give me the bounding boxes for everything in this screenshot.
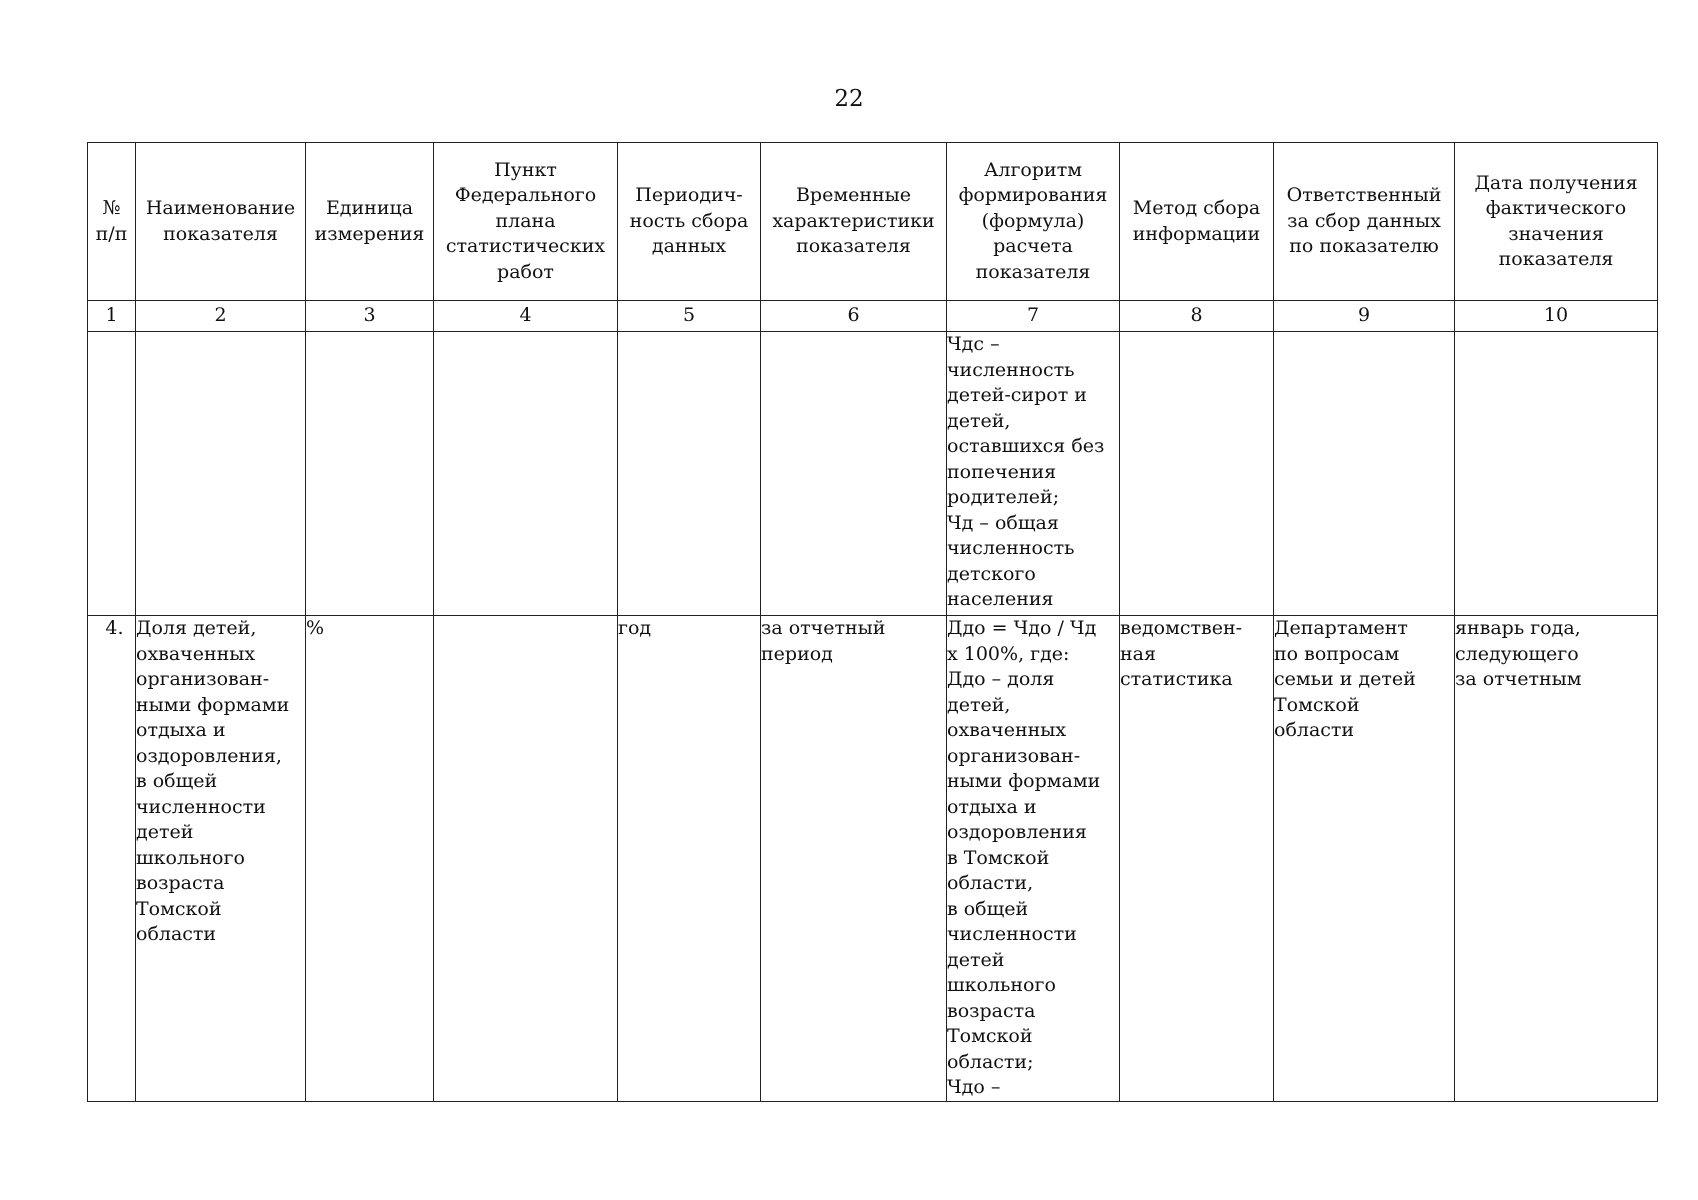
cell-text-line: за сбор данных xyxy=(1287,209,1441,232)
cell-text-line: охваченных xyxy=(136,642,256,665)
cell-text-line: п/п xyxy=(95,222,128,245)
cell-text-line: ными формами xyxy=(947,770,1101,792)
column-number: 4 xyxy=(434,301,618,332)
cell-text-line: населения xyxy=(947,588,1054,610)
cell-text-line: № xyxy=(102,197,121,219)
column-number: 7 xyxy=(947,301,1120,332)
cell-text-line: попечения xyxy=(947,460,1057,483)
column-number: 2 xyxy=(136,301,306,332)
cell-text-line: Чдс – xyxy=(947,333,1000,355)
table-cell xyxy=(306,332,434,616)
cell-text-line: фактического xyxy=(1485,197,1627,219)
cell-text-line: детей, xyxy=(947,693,1011,716)
column-number: 8 xyxy=(1120,301,1274,332)
cell-text-line: Наименование xyxy=(145,197,296,219)
cell-text-line: Томской xyxy=(136,897,222,920)
cell-text-line: Ответственный xyxy=(1286,184,1442,207)
header-cell xyxy=(88,143,136,301)
cell-text-line: значения xyxy=(1508,222,1604,245)
cell-text-line: организован- xyxy=(136,668,270,690)
cell-text-line: х 100%, где: xyxy=(947,642,1070,665)
cell-text-line: области xyxy=(1274,719,1355,741)
table-row-continuation xyxy=(88,332,1658,616)
cell-text-line: ными формами xyxy=(136,693,290,716)
date-cell xyxy=(1455,616,1658,1102)
cell-text-line: период xyxy=(761,642,833,665)
responsible-cell xyxy=(1274,616,1455,1102)
cell-text-line: Ддо – доля xyxy=(947,668,1055,690)
cell-text-line: численности xyxy=(947,923,1077,945)
cell-text-line: статистических xyxy=(445,235,606,258)
cell-text-line: Временные xyxy=(795,184,912,207)
row-number-cell xyxy=(88,616,136,1102)
cell-text-line: численность xyxy=(947,358,1075,381)
column-number: 6 xyxy=(761,301,947,332)
time-characteristics-cell xyxy=(761,616,947,1102)
cell-text-line: области; xyxy=(947,1050,1034,1073)
cell-text-line: семьи и детей xyxy=(1274,668,1416,690)
cell-text-line: оставшихся без xyxy=(947,435,1105,457)
cell-text-line: Департамент xyxy=(1274,617,1408,639)
cell-text-line: расчета xyxy=(993,235,1073,258)
cell-text-line: Чд – общая xyxy=(947,511,1059,534)
algorithm-cell xyxy=(947,616,1120,1102)
cell-text-line: (формула) xyxy=(981,209,1085,232)
cell-text-line: Федерального xyxy=(454,184,597,207)
cell-text-line: % xyxy=(306,617,325,639)
cell-text-line: показателя xyxy=(1498,248,1614,270)
column-number: 10 xyxy=(1455,301,1658,332)
cell-text-line: в общей xyxy=(136,770,218,792)
table-cell xyxy=(761,332,947,616)
cell-text-line: области xyxy=(136,923,217,945)
cell-text-line: детей-сирот и xyxy=(947,384,1087,406)
cell-text-line: отдыха и xyxy=(136,719,226,741)
column-number-row xyxy=(88,301,1658,332)
cell-text-line: 4. xyxy=(105,617,124,639)
cell-text-line: следующего xyxy=(1455,642,1579,665)
header-cell xyxy=(618,143,761,301)
cell-text-line: детей xyxy=(136,821,194,843)
cell-text-line: по показателю xyxy=(1289,235,1439,258)
cell-text-line: характеристики xyxy=(772,209,935,232)
table-cell xyxy=(136,332,306,616)
header-cell xyxy=(761,143,947,301)
cell-text-line: информации xyxy=(1132,222,1261,245)
cell-text-line: родителей; xyxy=(947,486,1060,508)
cell-text-line: детей, xyxy=(947,409,1011,432)
cell-text-line: школьного xyxy=(947,974,1056,996)
cell-text-line: оздоровления xyxy=(947,821,1087,843)
table-cell xyxy=(1274,332,1455,616)
cell-text-line: работ xyxy=(497,260,554,283)
unit-cell xyxy=(306,616,434,1102)
cell-text-line: Томской xyxy=(947,1025,1033,1047)
table-cell xyxy=(618,332,761,616)
cell-text-line: оздоровления, xyxy=(136,744,282,767)
header-cell xyxy=(1120,143,1274,301)
cell-text-line: возраста xyxy=(947,999,1036,1022)
cell-text-line: в Томской xyxy=(947,846,1050,869)
cell-text-line: возраста xyxy=(136,872,225,894)
header-cell xyxy=(1274,143,1455,301)
cell-text-line: Единица xyxy=(325,197,414,219)
column-number: 9 xyxy=(1274,301,1455,332)
header-cell xyxy=(1455,143,1658,301)
table-row-4 xyxy=(88,616,1658,1102)
cell-text-line: формирования xyxy=(958,184,1108,207)
cell-text-line: Доля детей, xyxy=(136,617,257,639)
cell-text-line: по вопросам xyxy=(1274,642,1400,665)
cell-text-line: показателя xyxy=(796,235,911,258)
cell-text-line: измерения xyxy=(314,222,425,245)
cell-text-line: год xyxy=(618,617,652,639)
cell-text-line: организован- xyxy=(947,744,1081,767)
column-number: 5 xyxy=(618,301,761,332)
cell-text-line: показателя xyxy=(975,260,1091,283)
cell-text-line: показателя xyxy=(163,222,278,245)
cell-text-line: статистика xyxy=(1120,668,1233,690)
cell-text-line: Томской xyxy=(1274,693,1360,716)
cell-text-line: области, xyxy=(947,872,1034,894)
cell-text-line: Чдо – xyxy=(947,1076,1001,1098)
page-number: 22 xyxy=(834,86,864,112)
cell-text-line: Ддо = Чдо / Чд xyxy=(947,617,1097,639)
cell-text-line: детей xyxy=(947,948,1005,971)
cell-text-line: Дата получения xyxy=(1474,171,1638,194)
cell-text-line: плана xyxy=(495,209,556,232)
cell-text-line: Пункт xyxy=(494,158,557,181)
cell-text-line: детского xyxy=(947,562,1036,585)
periodicity-cell xyxy=(618,616,761,1102)
cell-text-line: данных xyxy=(651,235,727,258)
table-cell xyxy=(1455,332,1658,616)
cell-text-line: за отчетный xyxy=(761,617,886,639)
header-cell xyxy=(306,143,434,301)
federal-plan-cell xyxy=(434,616,618,1102)
column-number: 1 xyxy=(88,301,136,332)
cell-text-line: численности xyxy=(136,795,266,818)
cell-text-line: отдыха и xyxy=(947,795,1037,818)
table-header-row xyxy=(88,143,1658,301)
table-cell xyxy=(1120,332,1274,616)
algorithm-cell xyxy=(947,332,1120,616)
indicator-name-cell xyxy=(136,616,306,1102)
cell-text-line: школьного xyxy=(136,846,245,869)
cell-text-line: Периодич- xyxy=(635,184,743,207)
header-cell xyxy=(136,143,306,301)
collection-method-cell xyxy=(1120,616,1274,1102)
table-cell xyxy=(88,332,136,616)
indicators-table xyxy=(87,142,1658,1102)
table-cell xyxy=(434,332,618,616)
cell-text-line: ная xyxy=(1120,642,1156,665)
cell-text-line: в общей xyxy=(947,897,1029,920)
cell-text-line: январь года, xyxy=(1455,617,1581,639)
header-cell xyxy=(434,143,618,301)
header-cell xyxy=(947,143,1120,301)
cell-text-line: Метод сбора xyxy=(1132,197,1261,219)
cell-text-line: ведомствен- xyxy=(1120,617,1243,639)
column-number: 3 xyxy=(306,301,434,332)
cell-text-line: охваченных xyxy=(947,719,1067,741)
cell-text-line: ность сбора xyxy=(629,209,749,232)
cell-text-line: численность xyxy=(947,537,1075,559)
cell-text-line: за отчетным xyxy=(1455,668,1582,690)
cell-text-line: Алгоритм xyxy=(984,158,1082,181)
